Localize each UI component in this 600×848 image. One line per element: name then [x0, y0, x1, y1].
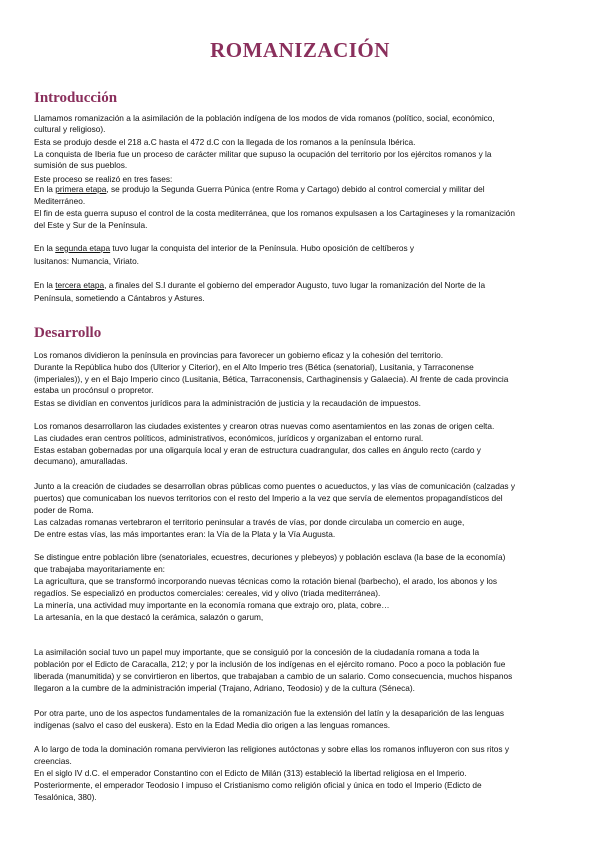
page-title: ROMANIZACIÓN	[210, 38, 390, 62]
paragraph-line: Mediterráneo.	[34, 196, 86, 206]
paragraph-line: Estas estaban gobernadas por una oligarquía local y eran de estructura cuadrangular, dos calles en ángulo recto (cardo y	[34, 445, 481, 455]
paragraph-line-fase-1	[34, 184, 485, 195]
fase-3-post: , a finales del S.I durante el gobierno del emperador Augusto, tuvo lugar la romanización del Norte de la	[104, 280, 486, 290]
paragraph-line: La agricultura, que se transformó incorporando nuevas técnicas como la rotación bienal (barbecho), el arado, los abonos y los	[34, 576, 498, 586]
paragraph-line: Las calzadas romanas vertebraron el territorio peninsular a través de vías, por donde circulaba un comercio en auge,	[34, 517, 465, 527]
fase-1-pre: En la	[34, 184, 56, 194]
paragraph-line: indígenas (salvo el caso del euskera). Esto en la Edad Media dio origen a las lenguas romances.	[34, 720, 391, 730]
paragraph-line: Junto a la creación de ciudades se desarrollan obras públicas como puentes o acueductos, y las vías de comunicación (calzadas y	[34, 481, 516, 491]
paragraph-line: regadíos. Se especializó en productos comerciales: cereales, vid y olivo (triada mediterránea).	[34, 588, 381, 598]
paragraph-line: Se distingue entre población libre (senatoriales, ecuestres, decuriones y plebeyos) y población esclava (la base de la economía)	[34, 552, 506, 562]
paragraph-line: lusitanos: Numancia, Viriato.	[34, 256, 139, 266]
paragraph-line: Esta se produjo desde el 218 a.C hasta el 472 d.C con la llegada de los romanos a la península Ibérica.	[34, 137, 416, 147]
paragraph-line: En el siglo IV d.C. el emperador Constantino con el Edicto de Milán (313) estableció la libertad religiosa en el Imperio.	[34, 768, 467, 778]
paragraph-line: Estas se dividían en conventos jurídicos para la administración de justicia y la recaudación de impuestos.	[34, 398, 421, 408]
paragraph-line: La minería, una actividad muy importante en la economía romana que extrajo oro, plata, cobre…	[34, 600, 390, 610]
paragraph-line: Posteriormente, el emperador Teodosio I impuso el Cristianismo como religión oficial y única en todo el Imperio (Edicto de	[34, 780, 482, 790]
paragraph-line: llegaron a la cumbre de la administración imperial (Trajano, Adriano, Teodosio) y de la cultura (Séneca).	[34, 683, 415, 693]
paragraph-line: Tesalónica, 380).	[34, 792, 97, 802]
paragraph-line: (imperiales)), y en el Bajo Imperio cinco (Lusitania, Bética, Tarraconensis, Carthaginensis y Galaecia). Al frente de cada provincia	[34, 374, 509, 384]
paragraph-line: Los romanos dividieron la península en provincias para favorecer un gobierno eficaz y la cohesión del territorio.	[34, 350, 444, 360]
paragraph-line: cultural y religioso).	[34, 124, 106, 134]
fase-1-post: , se produjo la Segunda Guerra Púnica (entre Roma y Cartago) debido al control comercial y militar del	[106, 184, 485, 194]
fase-2-post: tuvo lugar la conquista del interior de la Península. Hubo oposición de celtíberos y	[110, 243, 415, 253]
paragraph-line: estaba un procónsul o propretor.	[34, 385, 154, 395]
paragraph-line: puertos) que comunicaban los nuevos territorios con el resto del Imperio a la vez que servía de elementos propagandísticos del	[34, 493, 503, 503]
segunda-etapa-link: segunda etapa	[55, 243, 111, 253]
section-heading-introduccion: Introducción	[34, 90, 118, 106]
fase-3-pre: En la	[34, 280, 56, 290]
paragraph-line: La asimilación social tuvo un papel muy importante, que se consiguió por la concesión de la ciudadanía romana a toda la	[34, 647, 480, 657]
paragraph-line: del Este y Sur de la Península.	[34, 220, 148, 230]
paragraph-line: poder de Roma.	[34, 505, 94, 515]
paragraph-line: población por el Edicto de Caracalla, 212; y por la inclusión de los indígenas en el ejército romano. Poco a poco la población fue	[34, 659, 506, 669]
paragraph-line: Los romanos desarrollaron las ciudades existentes y crearon otras nuevas como asentamientos en las zonas de origen celta.	[34, 421, 495, 431]
paragraph-line: Durante la República hubo dos (Ulterior y Citerior), en el Alto Imperio tres (Bética (senatorial), Lusitania, y Tarraconense	[34, 362, 474, 372]
paragraph-line: Este proceso se realizó en tres fases:	[34, 174, 173, 184]
paragraph-line: creencias.	[34, 756, 72, 766]
section-heading-desarrollo: Desarrollo	[34, 325, 102, 341]
primera-etapa-link: primera etapa	[55, 184, 107, 194]
paragraph-line: Por otra parte, uno de los aspectos fundamentales de la romanización fue la extensión del latín y la desaparición de las lenguas	[34, 708, 504, 718]
paragraph-line: Las ciudades eran centros políticos, administrativos, económicos, jurídicos y organizaban el entorno rural.	[34, 433, 424, 443]
paragraph-line: La conquista de Iberia fue un proceso de carácter militar que supuso la ocupación del territorio por los ejércitos romanos y la	[34, 149, 492, 159]
paragraph-line-fase-3	[34, 280, 485, 291]
paragraph-line: sumisión de sus pueblos.	[34, 160, 128, 170]
paragraph-line: De entre estas vías, las más importantes eran: la Vía de la Plata y la Vía Augusta.	[34, 529, 336, 539]
tercera-etapa-link: tercera etapa	[55, 280, 105, 290]
paragraph-line: que trabajaba mayoritariamente en:	[34, 564, 165, 574]
paragraph-line: liberada (manumitida) y se convirtieron en libertos, que trabajaban a cambio de un salario. Como consecuencia, muchos hispanos	[34, 671, 513, 681]
paragraph-line: A lo largo de toda la dominación romana pervivieron las religiones autóctonas y sobre ellas los romanos influyeron con sus ritos y	[34, 744, 510, 754]
paragraph-line: Península, sometiendo a Cántabros y Astures.	[34, 293, 205, 303]
fase-2-pre: En la	[34, 243, 56, 253]
paragraph-line: Llamamos romanización a la asimilación de la población indígena de los modos de vida romanos (político, social, económico,	[34, 113, 495, 123]
paragraph-line: La artesanía, en la que destacó la cerámica, salazón o garum,	[34, 612, 264, 622]
paragraph-line-fase-2	[34, 243, 414, 254]
paragraph-line: El fin de esta guerra supuso el control de la costa mediterránea, que los romanos expulsasen a los Cartagineses y la romanización	[34, 208, 516, 218]
paragraph-line: decumano), amuralladas.	[34, 456, 128, 466]
